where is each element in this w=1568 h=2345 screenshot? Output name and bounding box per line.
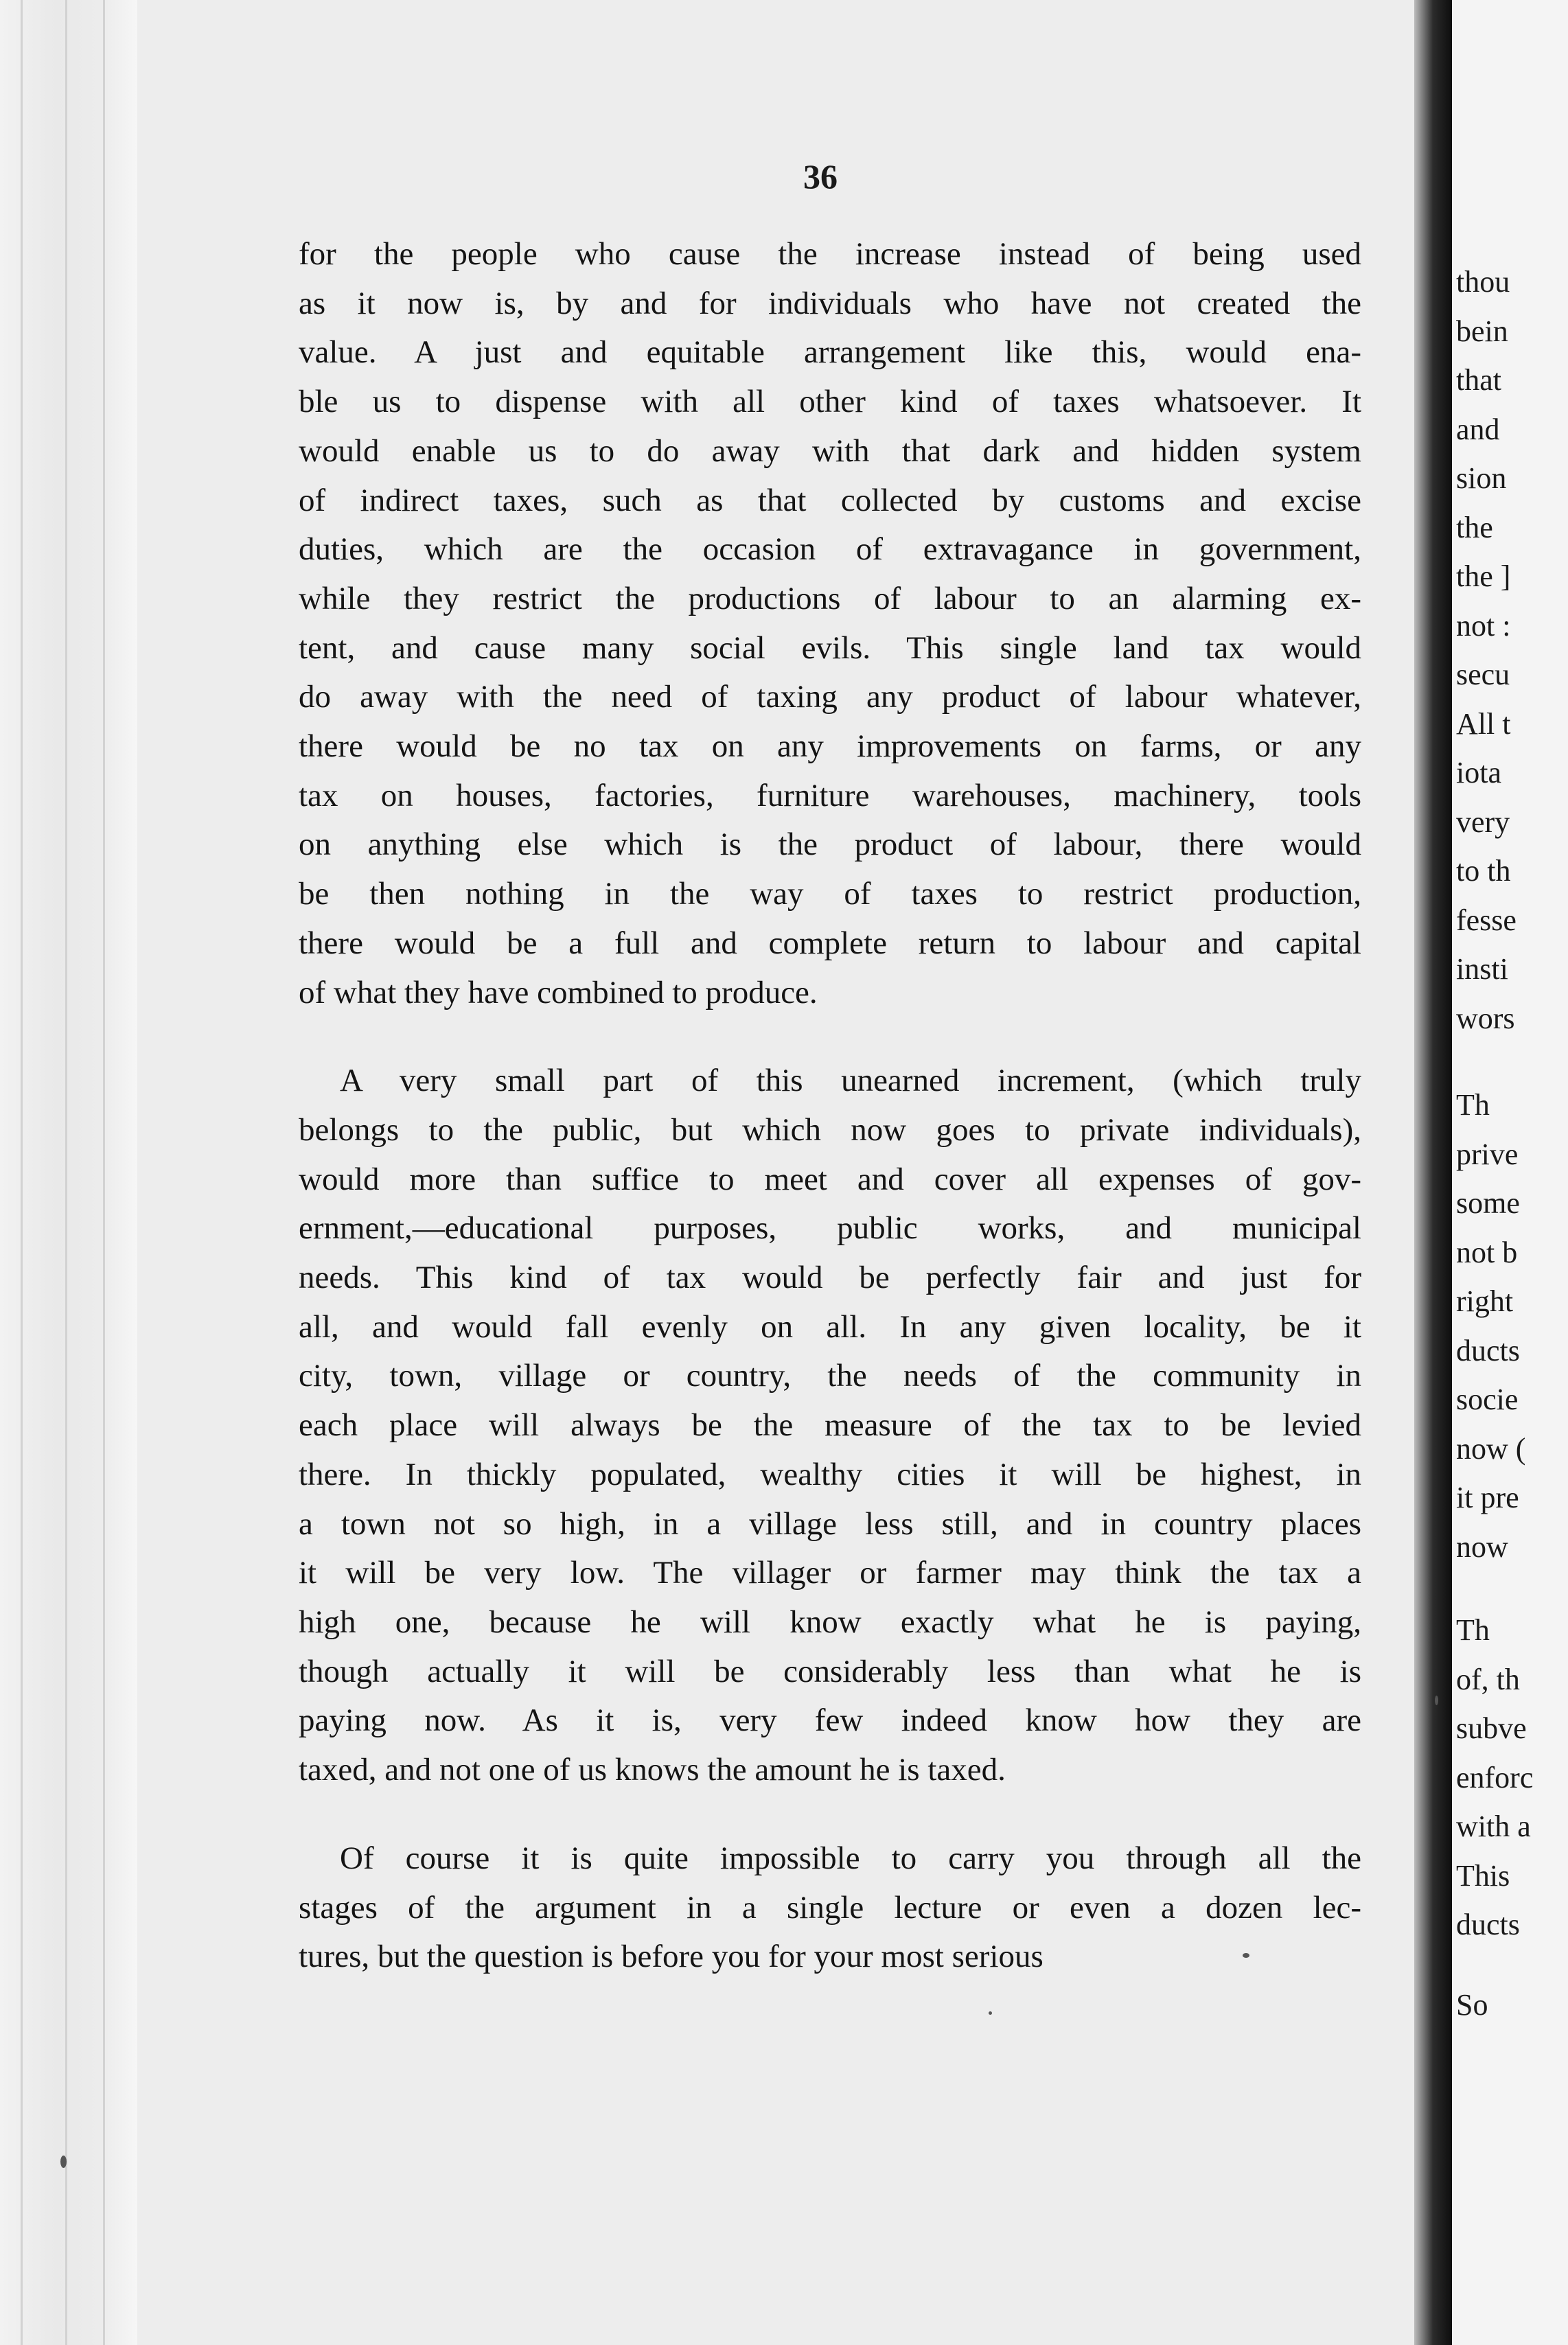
text-line: value. A just and equitable arrangement like this, would ena- [299, 334, 1361, 371]
facing-page-line: right [1456, 1284, 1514, 1318]
edge-line [21, 0, 23, 2345]
paper-speck [1435, 1696, 1438, 1705]
facing-page-line: now ( [1456, 1431, 1526, 1466]
text-line: Of course it is quite impossible to carry you through all the [340, 1840, 1361, 1876]
facing-page-line: sion [1456, 461, 1507, 495]
text-line: there. In thickly populated, wealthy cities it will be highest, in [299, 1456, 1361, 1492]
text-line: as it now is, by and for individuals who have not created the [299, 285, 1361, 321]
facing-page-line: So [1456, 1987, 1488, 2022]
paper-speck [60, 2156, 67, 2168]
text-line: high one, because he will know exactly what he is paying, [299, 1604, 1361, 1640]
paragraph [299, 230, 1361, 1017]
facing-page-line: with a [1456, 1810, 1531, 1843]
facing-page [1452, 0, 1568, 2345]
facing-page-line: socie [1456, 1383, 1519, 1416]
facing-page-line: of, th [1456, 1662, 1520, 1696]
paragraph [299, 1834, 1361, 1982]
facing-page-line: insti [1456, 952, 1508, 986]
facing-page-line: subve [1456, 1711, 1527, 1745]
facing-page-line: fesse [1456, 903, 1517, 937]
text-line: belongs to the public, but which now goes to private individuals), [299, 1111, 1361, 1148]
text-line: would enable us to do away with that dark and hidden system [299, 432, 1361, 469]
text-line: a town not so high, in a village less still, and in country places [299, 1505, 1361, 1542]
text-line: each place will always be the measure of the tax to be levied [299, 1407, 1361, 1444]
edge-line [65, 0, 67, 2345]
facing-page-line: the ] [1456, 559, 1511, 593]
text-line: do away with the need of taxing any product of labour whatever, [299, 679, 1361, 715]
text-line: would more than suffice to meet and cover all expenses of gov- [299, 1161, 1361, 1197]
text-line: all, and would fall evenly on all. In any given locality, be it [299, 1308, 1361, 1345]
facing-page-line: thou [1456, 265, 1510, 299]
facing-page-line: ducts [1456, 1908, 1520, 1941]
text-line: paying now. As it is, very few indeed know how they are [299, 1702, 1361, 1739]
text-line: though actually it will be considerably less than what he is [299, 1653, 1361, 1689]
facing-page-line: now [1456, 1529, 1508, 1564]
facing-page-line: not b [1456, 1235, 1518, 1269]
facing-page-line: it pre [1456, 1481, 1519, 1514]
facing-page-line: prive [1456, 1137, 1519, 1171]
paragraph [299, 1056, 1361, 1795]
text-line: ble us to dispense with all other kind of taxes whatsoever. It [299, 384, 1361, 420]
text-line: taxed, and not one of us knows the amount he is taxed. [299, 1752, 1006, 1788]
paper-speck [989, 2011, 992, 2015]
book-gutter [1414, 0, 1452, 2345]
facing-page-line: All t [1456, 706, 1511, 741]
body-text [299, 230, 1361, 1982]
text-line: tent, and cause many social evils. This single land tax would [299, 629, 1361, 666]
facing-page-line: Th [1456, 1613, 1490, 1647]
text-line: be then nothing in the way of taxes to restrict production, [299, 876, 1361, 912]
facing-page-line: that [1456, 363, 1501, 397]
left-page-edge [0, 0, 137, 2345]
text-line: while they restrict the productions of labour to an alarming ex- [299, 580, 1361, 616]
facing-page-line: bein [1456, 314, 1508, 348]
text-line: there would be a full and complete return to labour and capital [299, 925, 1361, 961]
text-line: on anything else which is the product of labour, there would [299, 827, 1361, 863]
facing-page-line: some [1456, 1186, 1520, 1220]
facing-page-line: very [1456, 805, 1510, 839]
text-line: of what they have combined to produce. [299, 974, 818, 1010]
paragraph-gap [299, 1795, 1361, 1834]
facing-page-line: secu [1456, 658, 1510, 691]
text-line: it will be very low. The villager or farmer may think the tax a [299, 1555, 1361, 1591]
edge-line [103, 0, 105, 2345]
facing-page-line: iota [1456, 756, 1501, 789]
text-line: of indirect taxes, such as that collected by customs and excise [299, 482, 1361, 518]
text-line: there would be no tax on any improvements on farms, or any [299, 728, 1361, 765]
text-line: ernment,—educational purposes, public works, and municipal [299, 1210, 1361, 1247]
facing-page-line: the [1456, 510, 1493, 544]
facing-page-line: and [1456, 412, 1500, 446]
text-line: duties, which are the occasion of extravagance in government, [299, 531, 1361, 568]
facing-page-line: to th [1456, 854, 1511, 888]
page-number: 36 [803, 157, 838, 196]
facing-page-line: This [1456, 1858, 1510, 1893]
text-line: stages of the argument in a single lecture or even a dozen lec- [299, 1889, 1361, 1926]
facing-page-line: wors [1456, 1001, 1515, 1035]
text-line: for the people who cause the increase instead of being used [299, 236, 1361, 272]
text-line: city, town, village or country, the needs of the community in [299, 1358, 1361, 1394]
text-line: tures, but the question is before you for your most serious [299, 1939, 1044, 1975]
text-line: tax on houses, factories, furniture warehouses, machinery, tools [299, 777, 1361, 813]
facing-page-line: enforc [1456, 1760, 1534, 1794]
text-line: needs. This kind of tax would be perfectly fair and just for [299, 1260, 1361, 1296]
paper-speck [1243, 1953, 1249, 1958]
facing-page-line: ducts [1456, 1333, 1520, 1367]
paragraph-gap [299, 1017, 1361, 1056]
text-line: A very small part of this unearned increment, (which truly [340, 1063, 1361, 1099]
facing-page-line: Th [1456, 1088, 1490, 1122]
facing-page-line: not : [1456, 608, 1511, 643]
